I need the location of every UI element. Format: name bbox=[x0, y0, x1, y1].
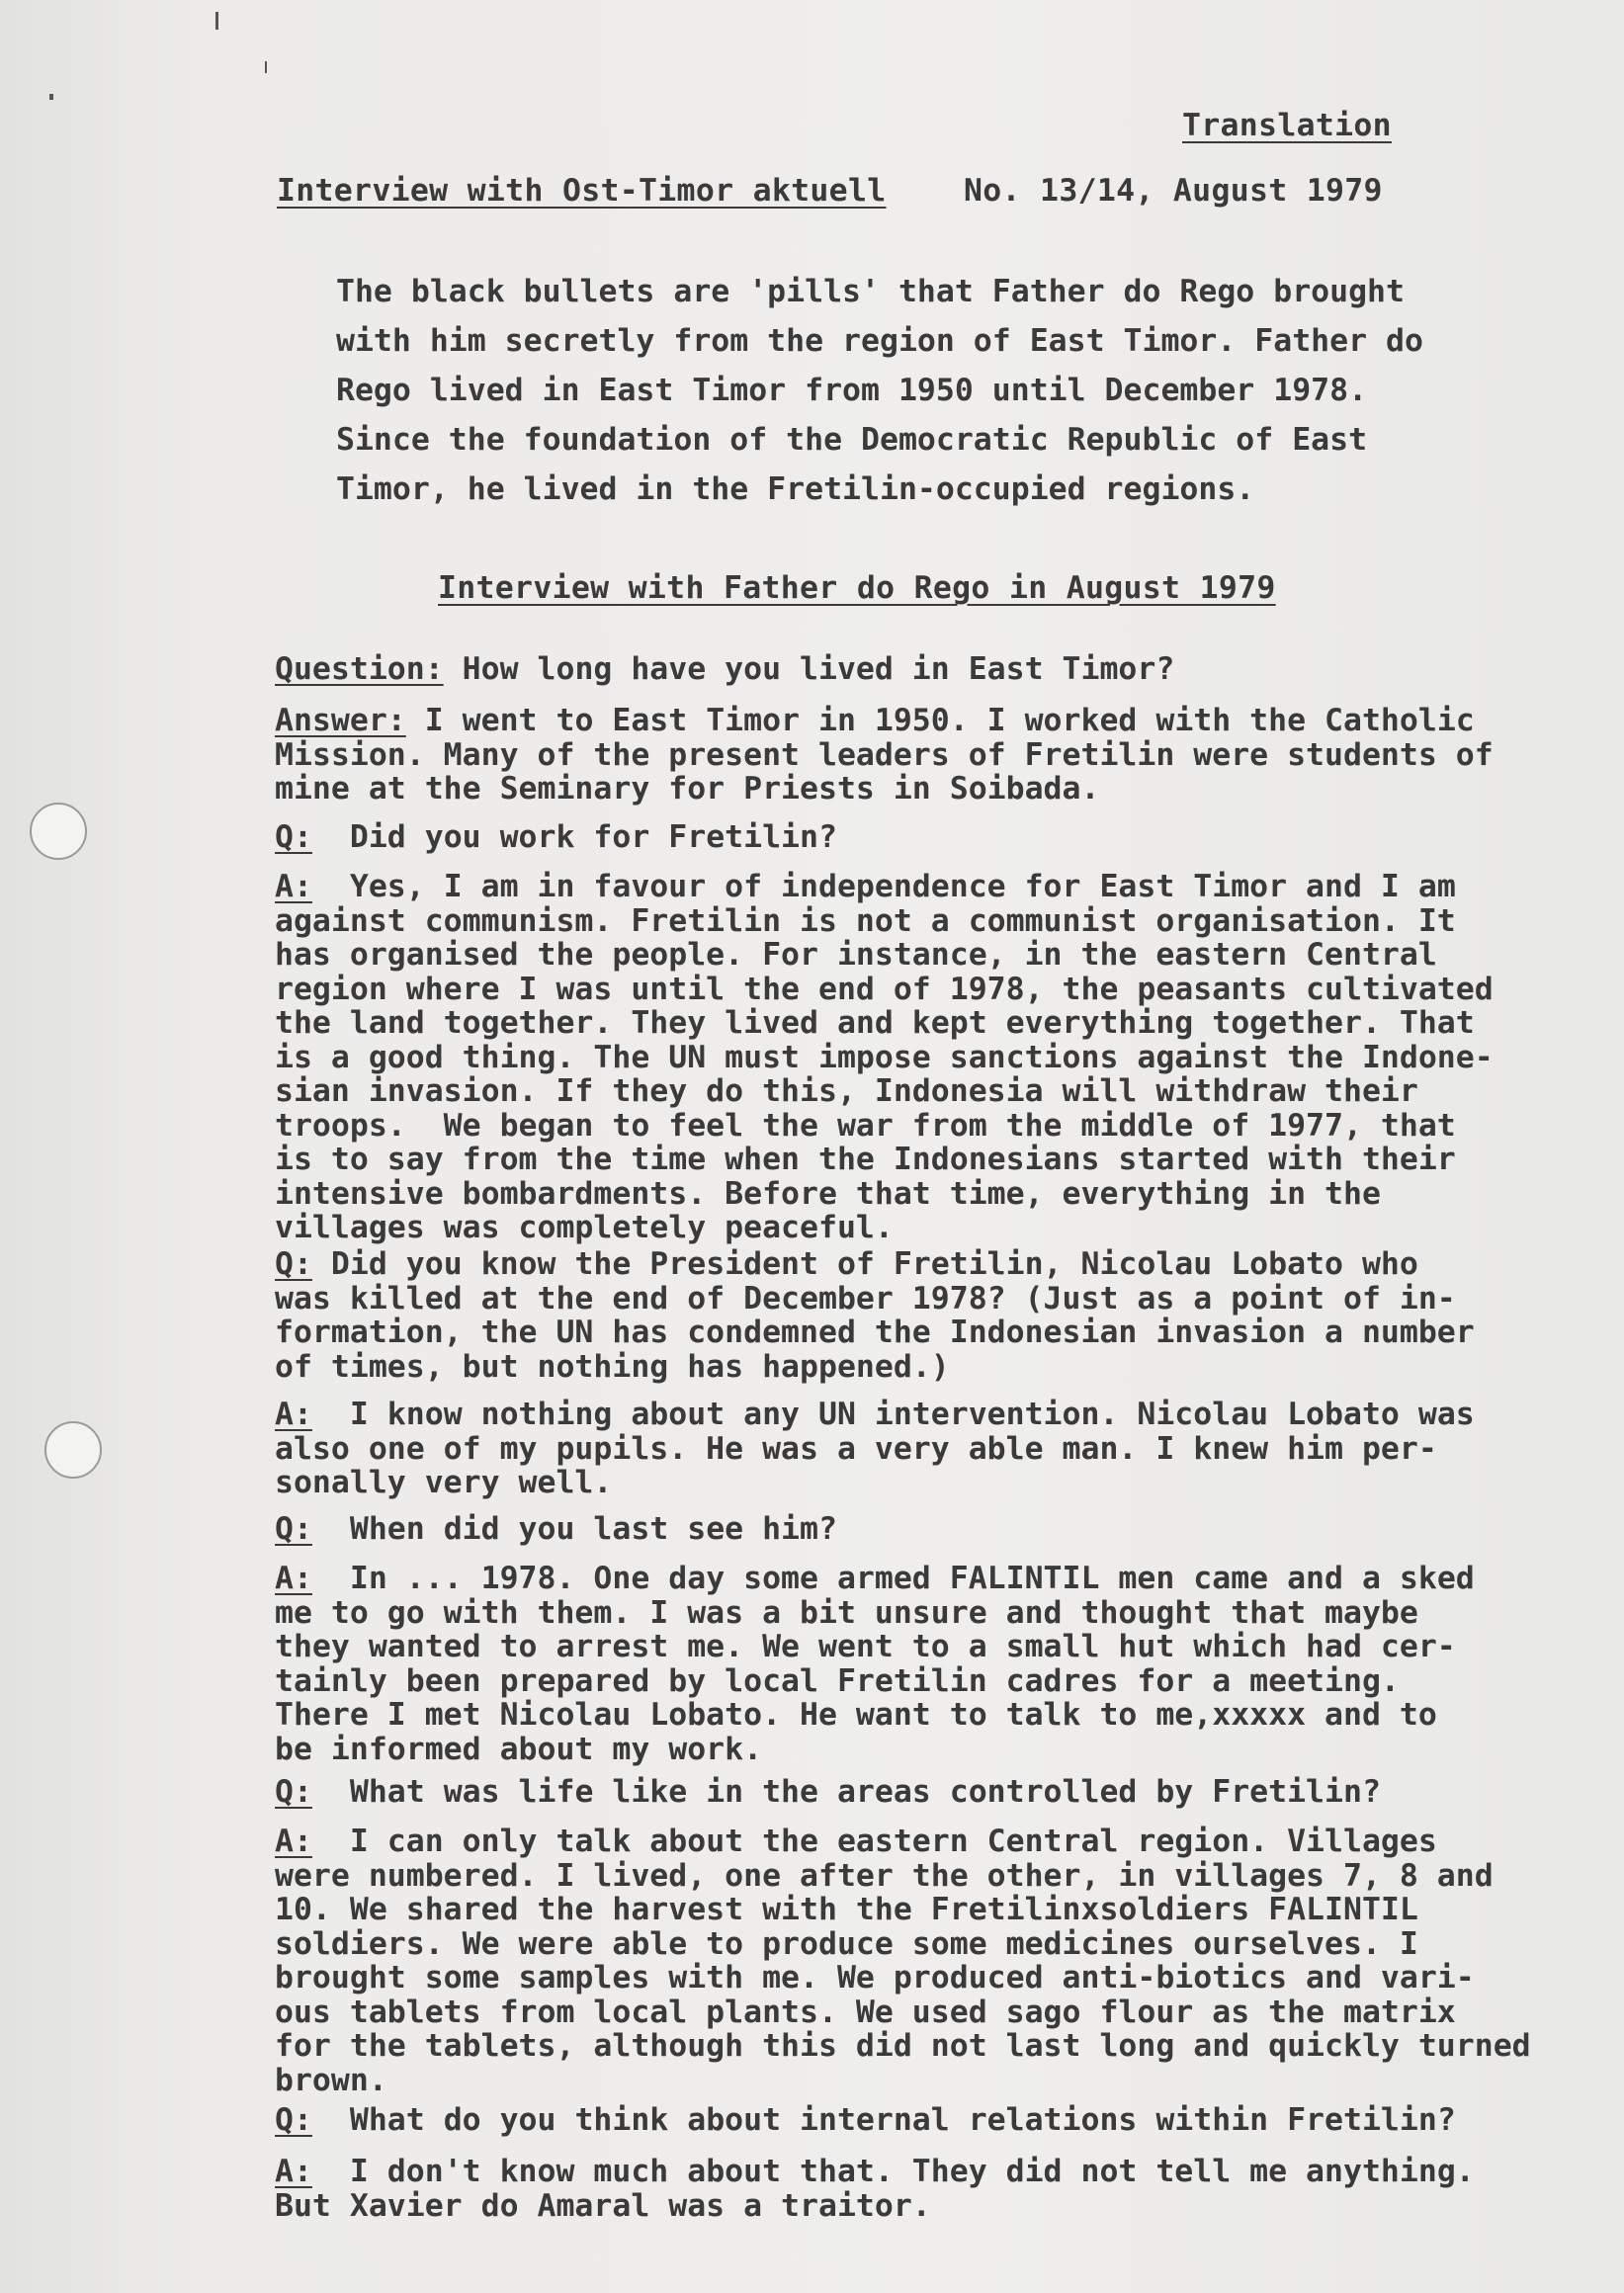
interview-source: Interview with Ost-Timor aktuell bbox=[277, 173, 887, 209]
question-text: What do you think about internal relations within Fretilin? bbox=[311, 2102, 1456, 2138]
qa-block bbox=[275, 1512, 1599, 1547]
answer-label: A: bbox=[275, 1561, 312, 1596]
qa-block bbox=[275, 1398, 1599, 1500]
intro-paragraph: The black bullets are 'pills' that Father do Rego brought with him secretly from the region of East Timor. Father do Rego lived in East Timor from 1950 until December 1978. Since the foundation of the Democratic Republic of East Timor, he lived in the Fretilin-occupied regions. bbox=[336, 274, 1423, 507]
translation-label: Translation bbox=[1182, 108, 1392, 143]
answer-text: I can only talk about the eastern Central region. Villages were numbered. I lived, one after the other, in villages 7, 8 and 10. We shared the harvest with the Fretilinxsoldiers FALINTIL soldiers. We were able to produce some medicines ourselves. I brought some samples with me. We produced anti-biotics and vari- ous tablets from local plants. We used sago flour as the matrix for the tablets, although this did not last long and quickly turned brown. bbox=[275, 1824, 1531, 2098]
qa-block bbox=[275, 1247, 1599, 1384]
qa-block bbox=[275, 870, 1599, 1245]
question-text: When did you last see him? bbox=[311, 1511, 837, 1547]
answer-text: I don't know much about that. They did not tell me anything. But Xavier do Amaral was a traitor. bbox=[275, 2154, 1475, 2224]
scan-speck bbox=[49, 94, 53, 100]
qa-block bbox=[275, 2103, 1599, 2138]
question-text: Did you know the President of Fretilin, Nicolau Lobato who was killed at the end of December 1978? (Just as a point of in- formation, the UN has condemned the Indonesian invasion a number of times, but nothing has happened.) bbox=[275, 1246, 1475, 1385]
question-text: What was life like in the areas controlled by Fretilin? bbox=[311, 1774, 1381, 1810]
scan-speck bbox=[215, 12, 218, 30]
answer-label: Answer: bbox=[275, 703, 406, 738]
question-label: Q: bbox=[275, 1246, 312, 1282]
question-text: How long have you lived in East Timor? bbox=[443, 651, 1175, 687]
qa-block bbox=[275, 820, 1599, 855]
question-label: Question: bbox=[275, 651, 444, 687]
punch-hole-top bbox=[30, 803, 87, 860]
answer-text: I went to East Timor in 1950. I worked with the Catholic Mission. Many of the present leaders of Fretilin were students of mine at the Seminary for Priests in Soibada. bbox=[275, 703, 1494, 807]
answer-label: A: bbox=[275, 1397, 312, 1432]
answer-text: I know nothing about any UN intervention. Nicolau Lobato was also one of my pupils. He was a very able man. I knew him per- sonally very well. bbox=[275, 1397, 1475, 1500]
issue-number: No. 13/14, August 1979 bbox=[964, 173, 1383, 209]
qa-block bbox=[275, 704, 1599, 807]
scan-speck bbox=[265, 61, 267, 73]
answer-label: A: bbox=[275, 2154, 312, 2189]
qa-block bbox=[275, 1825, 1599, 2097]
punch-hole-bottom bbox=[44, 1421, 102, 1479]
answer-text: In ... 1978. One day some armed FALINTIL men came and a sked me to go with them. I was a bit unsure and thought that maybe they wanted to arrest me. We went to a small hut which had cer- tainly been prepared by local Fretilin cadres for a meeting. There I met Nicolau Lobato. He want to talk to me,xxxxx and to be informed about my work. bbox=[275, 1561, 1475, 1767]
qa-block bbox=[275, 652, 1599, 687]
answer-text: Yes, I am in favour of independence for East Timor and I am against communism. Fretilin is not a communist organisation. It has organised the people. For instance, in the eastern Central region where I was until the end of 1978, the peasants cultivated the land together. They lived and kept everything together. That is a good thing. The UN must impose sanctions against the Indone- sian invasion. If they do this, Indonesia will withdraw their troops. We began to feel the war from the middle of 1977, that is to say from the time when the Indonesians started with their intensive bombardments. Before that time, everything in the villages was completely peaceful. bbox=[275, 869, 1494, 1245]
qa-block bbox=[275, 1775, 1599, 1810]
answer-label: A: bbox=[275, 1824, 312, 1859]
question-label: Q: bbox=[275, 1511, 312, 1547]
answer-label: A: bbox=[275, 869, 312, 904]
question-text: Did you work for Fretilin? bbox=[311, 819, 837, 855]
question-label: Q: bbox=[275, 1774, 312, 1810]
qa-block bbox=[275, 2155, 1599, 2223]
qa-block bbox=[275, 1562, 1599, 1766]
question-label: Q: bbox=[275, 2102, 312, 2138]
question-label: Q: bbox=[275, 819, 312, 855]
interview-title: Interview with Father do Rego in August 1979 bbox=[438, 570, 1276, 606]
